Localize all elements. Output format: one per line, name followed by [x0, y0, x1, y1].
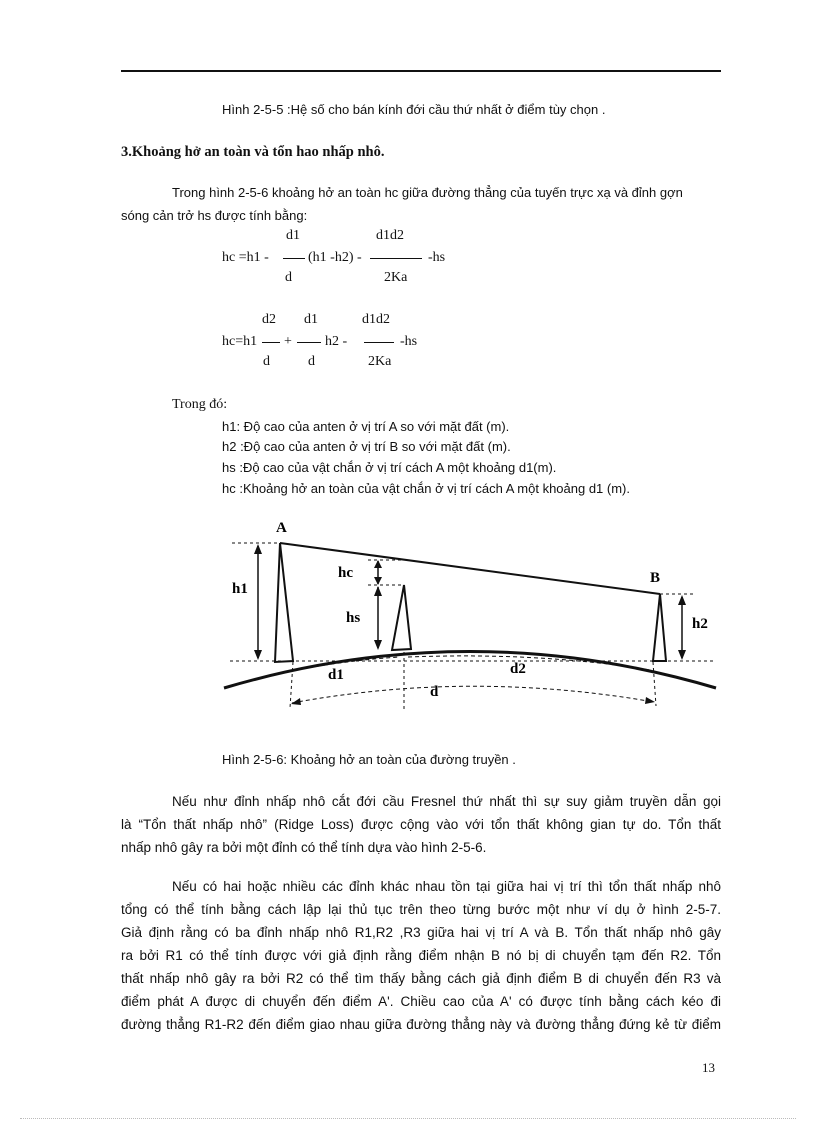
definition-hc: hc :Khoảng hở an toàn của vật chắn ở vị trí cách A một khoảng d1 (m). [222, 481, 631, 496]
label-d1: d1 [328, 667, 344, 683]
formula-1-num1: d1 [286, 228, 300, 243]
h2-arrow-top [678, 595, 686, 605]
hs-arrow-top [374, 586, 382, 596]
h1-arrow-bottom [254, 650, 262, 660]
para1-line2: là “Tổn thất nhấp nhô” (Ridge Loss) được cộng vào với tổn thất không gian tự do. Tổn thất [121, 817, 721, 832]
formula-2-den1: d [263, 354, 270, 369]
section-title: 3.Khoảng hở an toàn và tổn hao nhấp nhô. [121, 144, 385, 160]
figure-caption-2-5-5: Hình 2-5-5 :Hệ số cho bán kính đới cầu thứ nhất ở điểm tùy chọn . [222, 102, 606, 117]
formula-2-lhs: hc=h1 [222, 334, 258, 349]
hc-arrow-top [374, 560, 382, 568]
definition-h1: h1: Độ cao của anten ở vị trí A so với mặt đất (m). [222, 419, 510, 434]
formula-2-num2: d1 [304, 312, 318, 327]
formula-1-tail: -hs [428, 250, 446, 265]
label-hc: hc [338, 565, 353, 581]
formula-1-den2: 2Ka [384, 270, 408, 285]
intro-line-1: Trong hình 2-5-6 khoảng hở an toàn hc giữa đường thẳng của tuyến trực xạ và đỉnh gợn [172, 185, 683, 200]
label-h1: h1 [232, 581, 248, 597]
para1-line1: Nếu như đỉnh nhấp nhô cắt đới cầu Fresnel thứ nhất thì sự suy giảm truyền dẫn gọi [172, 794, 721, 809]
where-label: Trong đó: [172, 397, 228, 412]
label-d2: d2 [510, 661, 526, 677]
hc-arrow-bottom [374, 577, 382, 585]
para2-line1: Nếu có hai hoặc nhiều các đỉnh khác nhau tồn tại giữa hai vị trí thì tổn thất nhấp nhô [172, 879, 721, 894]
formula-1-num2: d1d2 [376, 228, 404, 243]
formula-1-mid: (h1 -h2) - [308, 250, 362, 265]
d-arrow-right [645, 697, 655, 704]
formula-2-mid: h2 - [325, 334, 348, 349]
hs-arrow-bottom [374, 640, 382, 650]
para2-line4: ra bởi R1 có thể tính được với giả định rằng điểm nhận B nó bị di chuyển tạm đến R2. Tổn [121, 948, 721, 963]
formula-2-num1: d2 [262, 312, 276, 327]
h1-arrow-top [254, 544, 262, 554]
para2-line5: thất nhấp nhô gây ra bởi R2 có thể tìm thấy bằng cách giả định điểm B di chuyển đến R3 và [121, 971, 721, 986]
para1-line3: nhấp nhô gây ra bởi một đỉnh có thể tính dựa vào hình 2-5-6. [121, 840, 487, 855]
formula-2-den2: d [308, 354, 315, 369]
d-right-guide [653, 662, 656, 706]
figure-caption-2-5-6: Hình 2-5-6: Khoảng hở an toàn của đường truyền . [222, 752, 516, 767]
para2-line6: điểm phát A được di chuyển đến điểm A'. Chiều cao của A' có được tính bằng cách kéo đi [121, 994, 721, 1009]
definition-hs: hs :Độ cao của vật chắn ở vị trí cách A một khoảng d1(m). [222, 460, 557, 475]
label-hs: hs [346, 610, 361, 626]
antenna-a [275, 543, 293, 662]
para2-line7: đường thẳng R1-R2 đến điểm giao nhau giữa đường thẳng này và đường thẳng đứng kẻ từ điểm [121, 1017, 721, 1032]
label-h2: h2 [692, 616, 708, 632]
definition-h2: h2 :Độ cao của anten ở vị trí B so với mặt đất (m). [222, 439, 511, 454]
label-d: d [430, 684, 439, 700]
formula-2-tail: -hs [400, 334, 418, 349]
formula-1-lhs: hc =h1 - [222, 250, 269, 265]
line-of-sight [280, 543, 660, 594]
formula-1-den1: d [285, 270, 292, 285]
intro-line-2: sóng cản trở hs được tính bằng: [121, 208, 308, 223]
obstacle-peak [392, 585, 411, 650]
label-b: B [650, 570, 661, 586]
d-left-guide [290, 662, 293, 708]
para2-line3: Giả định rằng có ba đỉnh nhấp nhô R1,R2 ,R3 giữa hai vị trí A và B. Tổn thất nhấp nhô gây [121, 925, 721, 940]
para2-line2: tổng có thể tính bằng cách lập lại thủ tục trên theo từng bước một như ví dụ ở hình 2-5-7. [121, 902, 721, 917]
footer-dotted-border [20, 1118, 796, 1119]
label-a: A [276, 520, 287, 536]
page-number: 13 [702, 1060, 715, 1075]
antenna-b [653, 594, 666, 661]
h2-arrow-bottom [678, 650, 686, 660]
formula-2-num3: d1d2 [362, 312, 390, 327]
d-dimension [292, 686, 654, 703]
d-arrow-left [291, 698, 301, 705]
formula-2-den3: 2Ka [368, 354, 392, 369]
formula-2-plus: + [284, 334, 292, 349]
